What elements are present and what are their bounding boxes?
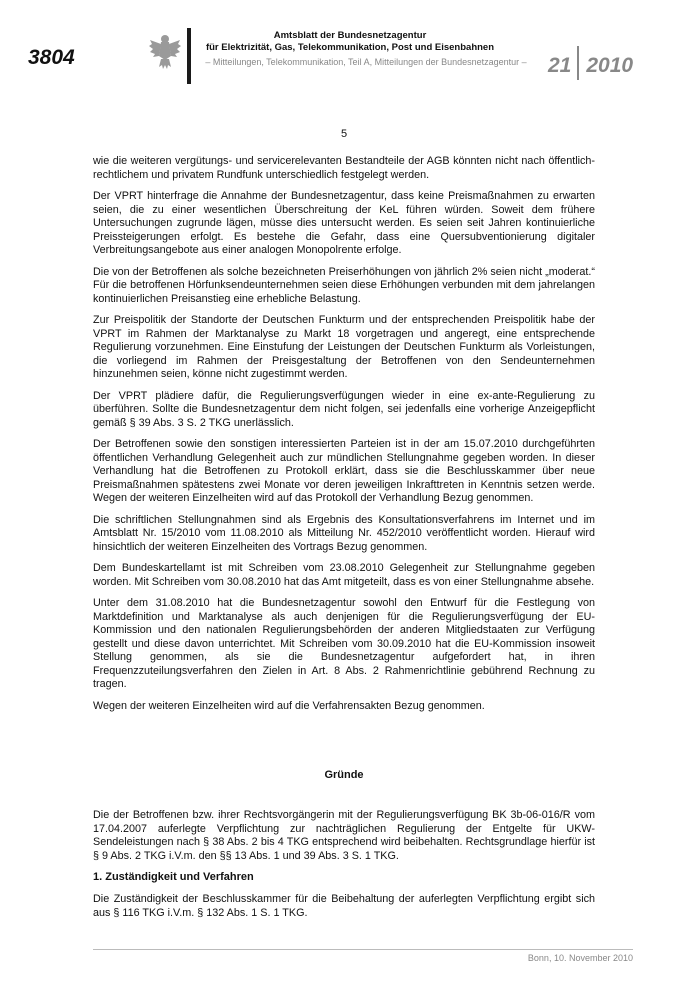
issue-divider — [577, 46, 579, 80]
footer-divider — [93, 949, 633, 950]
body-paragraph: wie die weiteren vergütungs- und servicerelevanten Bestandteile der AGB könnten nicht nach öffentlich-rechtlichem und privatem Rundfunk unterschiedlich festgelegt werden. — [93, 155, 595, 181]
body-paragraph: Die von der Betroffenen als solche bezeichneten Preiserhöhungen von jährlich 2% seien nicht „moderat.“ Für die betroffenen Hörfunksendeunternehmen seien diese Erhöhungen verbunden mit dem jahrelangen kontinuierlichen Preisanstieg eine erhebliche Belastung. — [93, 265, 595, 305]
publication-title-line-2: für Elektrizität, Gas, Telekommunikation, Post und Eisenbahnen — [205, 42, 495, 53]
body-paragraph: Unter dem 31.08.2010 hat die Bundesnetzagentur sowohl den Entwurf für die Festlegung von Marktdefinition und Marktanalyse als auch denjenigen für die Regulierungsverfügung der EU-Kommission und den nationalen Regulierungsbehörden der anderen Mitgliedstaaten zur Verfügung gestellt und diese davon unterrichtet. Mit Schreiben vom 30.09.2010 hat die EU-Kommission insoweit Stellung genommen, als sie die Bundesnetzagentur aufgefordert hat, in ihren Frequenzzuteilungsverfahren den Zielen in Art. 8 Abs. 2 Rahmenrichtlinie gebührend Rechnung zu tragen. — [93, 597, 595, 690]
footer-place-date: Bonn, 10. November 2010 — [527, 953, 633, 963]
page-number: 3804 — [28, 46, 75, 69]
internal-page-label: 5 — [340, 128, 348, 140]
body-paragraph: Dem Bundeskartellamt ist mit Schreiben vom 23.08.2010 Gelegenheit zur Stellungnahme gegeben worden. Mit Schreiben vom 30.08.2010 hat das Amt mitgeteilt, dass es von einer Stellungnahme absehe. — [93, 562, 595, 588]
publication-title-line-1: Amtsblatt der Bundesnetzagentur — [273, 30, 427, 41]
body-paragraph: Der Betroffenen sowie den sonstigen interessierten Parteien ist in der am 15.07.2010 durchgeführten öffentlichen Verhandlung Gelegenheit auch zur mündlichen Stellungnahme gegeben worden. In dieser Verhandlung hat die Betroffenen zu Protokoll erklärt, dass sie die Beschlusskammer über neue Preismaßnahmen spätestens zwei Monate vor deren jeweiligen Inkrafttreten in Kenntnis setzen werde. Wegen der weiteren Einzelheiten wird auf das Protokoll der Verhandlung Bezug genommen. — [93, 438, 595, 504]
body-paragraph: Der VPRT hinterfrage die Annahme der Bundesnetzagentur, dass keine Preismaßnahmen zu erwarten seien, die zu einer wesentlichen Überschreitung der KeL führen würden. Soweit dem frühere Untersuchungen zugrunde lägen, müsse dies untersucht werden. Es seien seit Jahren kontinuierliche Preissteigerungen erfolgt. Es bestehe die Gefahr, dass eine Quersubventionierung digitaler Verbreitungsangebote aus einer analogen Monopolrente erfolge. — [93, 190, 595, 256]
publication-subtitle: – Mitteilungen, Telekommunikation, Teil A, Mitteilungen der Bundesnetzagentur – — [205, 57, 527, 67]
body-paragraph: Zur Preispolitik der Standorte der Deutschen Funkturm und der entsprechenden Preispolitik habe der VPRT im Rahmen der Marktanalyse zu Markt 18 vorgetragen und angeregt, eine entsprechende Regulierung vorzunehmen. Eine Einstufung der Leistungen der Deutschen Funkturm als Vorleistungen, die vorliegend im Rahmen der Preisgestaltung der Betroffenen von den Sendeunternehmen hinzunehmen seien, könne nicht zugestimmt werden. — [93, 314, 595, 380]
body-paragraph: Wegen der weiteren Einzelheiten wird auf die Verfahrensakten Bezug genommen. — [93, 699, 485, 712]
document-body — [93, 128, 595, 928]
section-heading: Gründe — [324, 769, 364, 781]
federal-eagle-icon — [148, 32, 182, 72]
body-paragraph: Der VPRT plädiere dafür, die Regulierungsverfügungen wieder in eine ex-ante-Regulierung zu überführen. Sollte die Bundesnetzagentur dem nicht folgen, sei jedenfalls eine vorherige Anzeigepflicht gemäß § 39 Abs. 3 S. 2 TKG unerlässlich. — [93, 389, 595, 429]
section-paragraph: Die der Betroffenen bzw. ihrer Rechtsvorgängerin mit der Regulierungsverfügung BK 3b-06-016/R vom 17.04.2007 auferlegte Verpflichtung zur nachträglichen Regulierung der Entgelte für UKW-Sendeleistungen nach § 38 Abs. 2 bis 4 TKG entsprechend wird beibehalten. Rechtsgrundlage hierfür ist § 9 Abs. 2 TKG i.V.m. den §§ 13 Abs. 1 und 39 Abs. 3 S. 1 TKG. — [93, 809, 595, 862]
issue-number: 21 — [548, 54, 572, 77]
subsection-heading: 1. Zuständigkeit und Verfahren — [93, 871, 254, 883]
publication-title — [200, 30, 500, 54]
subsection-paragraph: Die Zuständigkeit der Beschlusskammer für die Beibehaltung der auferlegten Verpflichtung ergibt sich aus § 116 TKG i.V.m. § 132 Abs. 1 S. 1 TKG. — [93, 893, 595, 919]
issue-label — [548, 46, 633, 80]
issue-year: 2010 — [586, 54, 634, 77]
header-divider — [187, 28, 191, 84]
body-paragraph: Die schriftlichen Stellungnahmen sind als Ergebnis des Konsultationsverfahrens im Internet und im Amtsblatt Nr. 15/2010 vom 11.08.2010 als Mitteilung Nr. 452/2010 veröffentlicht worden. Hierauf wird hinsichtlich der weiteren Einzelheiten des Vortrags Bezug genommen. — [93, 513, 595, 553]
